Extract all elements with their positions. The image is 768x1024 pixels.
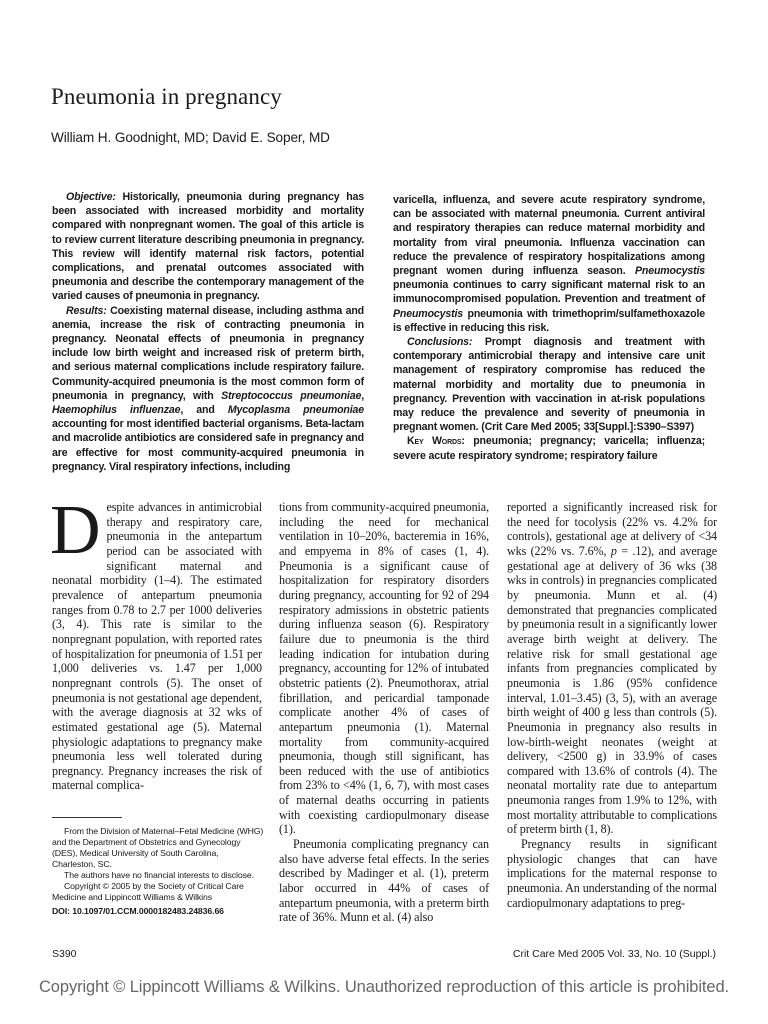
body-paragraph: [50, 492, 262, 793]
p-value-symbol: p: [610, 543, 617, 558]
abstract-objective: [52, 190, 364, 304]
organism-1: Streptococcus pneumoniae: [221, 389, 362, 402]
abstract-keywords: [393, 434, 705, 462]
body-paragraph: Pregnancy results in significant physiologic changes that can have implications for the maternal response to pneumonia. An understanding of the normal cardiopulmonary adaptations to preg-: [507, 837, 717, 910]
footnote-block: [52, 826, 264, 917]
author-list: William H. Goodnight, MD; David E. Soper, MD: [51, 130, 330, 145]
organism-2: Haemophilus influenzae: [52, 404, 181, 417]
keywords-label: Key Words:: [407, 435, 465, 448]
body-paragraph: Pneumonia complicating pregnancy can also have adverse fetal effects. In the series described by Madinger et al. (1), preterm labor occurred in 44% of cases of antepartum pneumonia, with a preterm birth rate of 36%. Munn et al. (4) also: [279, 837, 489, 925]
results-text-2: accounting for most identified bacterial organisms. Beta-lactam and macrolide antibiotics are considered safe in pregnancy and are effective for most community-acquired pneumonia in pregnancy. Viral respiratory infections, including: [52, 418, 364, 473]
body-text: = .12), and average gestational age at delivery of 36 wks (38 wks in controls) in pregnancies complicated by pneumonia. Munn et al. (4) demonstrated that pregnancies complicated by pneumonia result in a significantly lower average birth weight at delivery. The relative risk for small gestational age infants from pregnancies complicated by pneumonia is 1.86 (95% confidence interval, 1.01–3.45) (3, 5), with an average birth weight of 400 g less than controls (5). Pneumonia in pregnancy also results in low-birth-weight neonates (weight at delivery, <2500 g) in 33.9% of cases compared with 13.6% of controls (4). The neonatal mortality rate due to antepartum pneumonia ranges from 1.9% to 12%, with most mortality attributable to complications of preterm birth (1, 8).: [507, 543, 717, 837]
right-text-1: varicella, influenza, and severe acute respiratory syndrome, can be associated with maternal pneumonia. Current antiviral and respiratory therapies can reduce maternal morbidity and mortality from viral pneumonia. Influenza vaccination can reduce the prevalence of respiratory hospitalizations among pregnant women during influenza season.: [393, 194, 705, 278]
conclusions-label: Conclusions:: [407, 336, 473, 349]
footnote-divider: [52, 817, 122, 818]
objective-text: Historically, pneumonia during pregnancy has been associated with increased morbidity and mortality compared with nonpregnant women. The goal of this article is to review current literature describing pneumonia in pregnancy. This review will identify maternal risk factors, potential complications, and prenatal outcomes associated with pneumonia and describe the contemporary management of the varied causes of pneumonia in pregnancy.: [52, 191, 364, 303]
footnote-disclosure: The authors have no financial interests to disclose.: [64, 870, 254, 880]
objective-label: Objective:: [66, 191, 116, 203]
pneumocystis-term-1: Pneumocystis: [634, 265, 705, 278]
abstract-results-continued: [393, 193, 705, 335]
footnote-doi: DOI: 10.1097/01.CCM.0000182483.24836.66: [52, 906, 224, 916]
right-text-2: pneumonia continues to carry significant maternal risk to an immunocompromised population. Prevention and treatment of: [393, 279, 705, 306]
body-paragraph: [507, 500, 717, 837]
body-column-2: [279, 500, 489, 925]
body-text: reported a significantly increased risk for the need for tocolysis (22% vs. 4.2% for controls), gestational age at delivery of <34 wks (22% vs. 7.6%,: [507, 500, 717, 558]
abstract-left-column: [52, 190, 364, 474]
footnote-copyright: Copyright © 2005 by the Society of Critical Care Medicine and Lippincott Williams & Wilkins: [52, 881, 244, 902]
pneumocystis-term-2: Pneumocystis: [393, 307, 464, 320]
abstract-right-column: [393, 193, 705, 463]
copyright-watermark: Copyright © Lippincott Williams & Wilkins. Unauthorized reproduction of this article is prohibited.: [38, 978, 730, 996]
article-title: Pneumonia in pregnancy: [51, 84, 282, 109]
results-label: Results:: [66, 304, 107, 317]
body-text: espite advances in antimicrobial therapy and respiratory care, pneumonia in the antepartum period can be associated with significant maternal and neonatal morbidity (1–4). The estimated prevalence of antepartum pneumonia ranges from 0.78 to 2.7 per 1000 deliveries (3, 4). This rate is similar to the nonpregnant population, with reported rates of hospitalization for pneumonia of 1.51 per 1,000 deliveries vs. 1.47 per 1,000 nonpregnant controls (5). The onset of pneumonia is not gestational age dependent, with the average diagnosis at 32 wks of estimated gestational age (5). Maternal physiologic adaptations to pregnancy make pneumonia less well tolerated during pregnancy. Pregnancy increases the risk of maternal complica-: [52, 500, 262, 793]
page-number: S390: [52, 948, 77, 960]
body-column-3: [507, 500, 717, 910]
abstract-results: Results: Coexisting maternal disease, including asthma and anemia, increase the risk of contracting pneumonia in pregnancy. Neonatal effects of pneumonia in pregnancy include low birth weight and increased risk of preterm birth, and serious maternal complications include respiratory failure. Community-acquired pneumonia is the most common form of pneumonia in pregnancy, with Streptococcus pneumoniae, Haemophilus influenzae, and Mycoplasma pneumoniae accounting for most identified bacterial organisms. Beta-lactam and macrolide antibiotics are considered safe in pregnancy and are effective for most community-acquired pneumonia in pregnancy. Viral respiratory infections, including: [52, 304, 365, 473]
body-column-1: [50, 492, 262, 793]
journal-citation: Crit Care Med 2005 Vol. 33, No. 10 (Suppl.): [512, 948, 716, 960]
organism-3: Mycoplasma pneumoniae: [227, 404, 365, 417]
abstract-conclusions: [393, 335, 705, 434]
right-text-3: pneumonia with trimethoprim/sulfamethoxazole is effective in reducing this risk.: [393, 307, 706, 334]
drop-cap: D: [50, 492, 101, 569]
conclusions-text: Prompt diagnosis and treatment with contemporary antimicrobial therapy and intensive care unit management of respiratory compromise has reduced the maternal morbidity and mortality due to pneumonia in pregnancy. Prevention with vaccination in at-risk populations may reduce the prevalence and severity of pneumonia in pregnant women. (Crit Care Med 2005; 33[Suppl.]:S390–S397): [393, 336, 705, 434]
body-paragraph: tions from community-acquired pneumonia, including the need for mechanical ventilation in 10–20%, bacteremia in 16%, and empyema in 8% of cases (1, 4). Pneumonia is a significant cause of hospitalization for respiratory disorders during pregnancy, accounting for 92 of 294 respiratory admissions in obstetric patients during influenza season (6). Respiratory failure due to pneumonia is the third leading indication for intubation during pregnancy, accounting for 12% of intubated obstetric patients (2). Pneumothorax, atrial fibrillation, and pericardial tamponade complicate another 4% of cases of antepartum pneumonia (1). Maternal mortality from community-acquired pneumonia, though still significant, has been reduced with the use of antibiotics from 23% to <4% (1, 6, 7), with most cases of maternal deaths occurring in patients with coexisting cardiopulmonary disease (1).: [279, 500, 489, 837]
results-text-1: Coexisting maternal disease, including asthma and anemia, increase the risk of contracting pneumonia in pregnancy. Neonatal effects of pneumonia in pregnancy include low birth weight and increased risk of preterm birth, and serious maternal complications include respiratory failure. Community-acquired pneumonia is the most common form of pneumonia in pregnancy, with: [52, 304, 364, 402]
keywords-text: pneumonia; pregnancy; varicella; influenza; severe acute respiratory syndrome; respiratory failure: [393, 435, 705, 462]
footnote-affiliation: From the Division of Maternal–Fetal Medicine (WHG) and the Department of Obstetrics and Gynecology (DES), Medical University of South Carolina, Charleston, SC.: [52, 826, 264, 869]
